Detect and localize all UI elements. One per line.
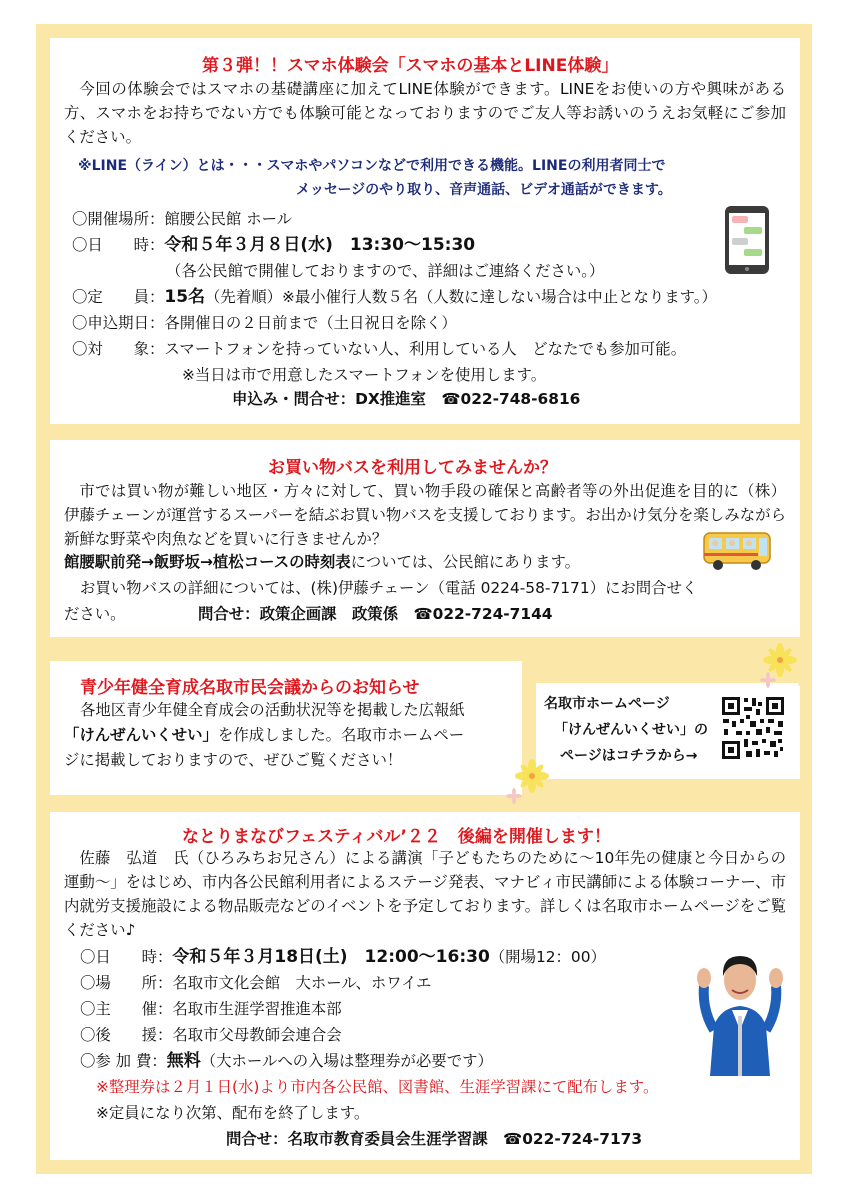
date-sub-row: （各公民館で開催しておりますので、詳細はご連絡ください。） [166, 262, 605, 280]
bus-detail-line-1: お買い物バスの詳細については、(株)伊藤チェーン（電話 0224-58-7171）にお問合せく [80, 579, 698, 597]
bus-icon [702, 529, 774, 573]
date-row [72, 234, 475, 256]
date-label: 〇日 時： [72, 236, 165, 254]
homepage-label-3: ページはコチラから→ [560, 748, 698, 764]
homepage-label-2: 「けんぜんいくせい」の [554, 722, 708, 738]
festival-place-row: 〇場 所：名取市文化会館 大ホール、ホワイエ [80, 974, 432, 992]
capacity-label: 〇定 員： [72, 288, 165, 306]
festival-title: なとりまなびフェスティバル’２２ 後編を開催します！ [182, 827, 611, 847]
line-note-1: ※LINE（ライン）とは・・・スマホやパソコンなどで利用できる機能。LINEの利用者同士で [78, 158, 666, 174]
festival-fee-rest: （大ホールへの入場は整理券が必要です） [200, 1052, 493, 1070]
smartphone-icon [722, 204, 776, 276]
homepage-label-1: 名取市ホームページ [544, 696, 670, 712]
shopping-bus-panel [50, 440, 800, 637]
end-note: ※定員になり次第、配布を終了します。 [96, 1104, 370, 1122]
timetable-row [64, 551, 580, 573]
festival-date-rest: （開場12：00） [489, 948, 606, 966]
homepage-link-panel [536, 683, 800, 779]
target-row: 〇対 象：スマートフォンを持っていない人、利用している人 どなたでも参加可能。 [72, 340, 687, 358]
festival-body: 佐藤 弘道 氏（ひろみちお兄さん）による講演「子どもたちのために～10年先の健康と今日からの運動～」をはじめ、市内各公民館利用者によるステージ発表、マナビィ市民講師による体験コーナー、市内就労支援施設による物品販売などのイベントを予定しております。詳しくは名取市ホームページをご覧ください♪ [64, 849, 786, 939]
festival-fee-label: 〇参 加 費： [80, 1052, 167, 1070]
festival-date-row [80, 946, 606, 968]
festival-contact: 問合せ：名取市教育委員会生涯学習課 ☎022-724-7173 [226, 1130, 643, 1148]
youth-council-line-1: 各地区青少年健全育成会の活動状況等を掲載した広報紙 [80, 701, 465, 719]
festival-fee-value: 無料 [166, 1051, 201, 1071]
smartphone-event-panel [50, 38, 800, 424]
smartphone-contact: 申込み・問合せ：DX推進室 ☎022-748-6816 [232, 390, 581, 408]
venue-row: 〇開催場所：館腰公民館 ホール [72, 210, 293, 228]
capacity-row [72, 286, 717, 308]
qr-code-icon[interactable] [720, 695, 786, 761]
bus-detail-line-2: ださい。 [64, 605, 126, 623]
smartphone-event-title: 第３弾！！スマホ体験会「スマホの基本とLINE体験」 [202, 56, 619, 76]
youth-council-line-3: ジに掲載しておりますので、ぜひご覧ください！ [64, 751, 403, 769]
flower-decoration-icon [760, 642, 810, 688]
capacity-value: 15名 [164, 287, 206, 307]
line-note-2: メッセージのやり取り、音声通話、ビデオ通話ができます。 [296, 182, 672, 198]
youth-council-line-2 [64, 724, 464, 746]
lecturer-photo [692, 930, 788, 1076]
festival-panel [50, 812, 800, 1160]
festival-host-row: 〇主 催：名取市生涯学習推進本部 [80, 1000, 342, 1018]
festival-date-value: 令和５年３月18日(土) 12:00～16:30 [172, 947, 490, 967]
deadline-row: 〇申込期日：各開催日の２日前まで（土日祝日を除く） [72, 314, 457, 332]
youth-council-title: 青少年健全育成名取市民会議からのお知らせ [80, 678, 420, 698]
flower-decoration-icon [502, 758, 554, 808]
bus-contact: 問合せ：政策企画課 政策係 ☎022-724-7144 [198, 605, 553, 623]
target-note: ※当日は市で用意したスマートフォンを使用します。 [182, 366, 547, 384]
timetable-route: 館腰駅前発→飯野坂→植松コースの時刻表 [64, 553, 351, 571]
shopping-bus-body: 市では買い物が難しい地区・方々に対して、買い物手段の確保と高齢者等の外出促進を目的に（株）伊藤チェーンが運営するスーパーを結ぶお買い物バスを支援しております。お出かけ気分を楽しみながら新鮮な野菜や肉魚などを買いに行きませんか？ [64, 482, 786, 548]
capacity-rest: （先着順）※最小催行人数５名（人数に達しない場合は中止となります。） [205, 288, 717, 306]
youth-council-line-2-rest: を作成しました。名取市ホームペー [217, 726, 465, 744]
shopping-bus-title: お買い物バスを利用してみませんか？ [268, 458, 557, 478]
smartphone-event-intro: 今回の体験会ではスマホの基礎講座に加えてLINE体験ができます。LINEをお使いの方や興味がある方、スマホをお持ちでない方でも体験可能となっておりますのでご友人等お誘いのうえお気軽にご参加ください。 [64, 80, 786, 146]
date-value: 令和５年３月８日(水) 13:30～15:30 [164, 235, 476, 255]
festival-fee-row [80, 1050, 493, 1072]
ticket-note: ※整理券は２月１日(水)より市内各公民館、図書館、生涯学習課にて配布します。 [96, 1078, 659, 1096]
festival-date-label: 〇日 時： [80, 948, 173, 966]
timetable-rest: については、公民館にあります。 [350, 553, 580, 571]
newsletter-name: 「けんぜんいくせい」 [64, 726, 218, 744]
youth-council-panel [50, 661, 522, 795]
festival-support-row: 〇後 援：名取市父母教師会連合会 [80, 1026, 342, 1044]
